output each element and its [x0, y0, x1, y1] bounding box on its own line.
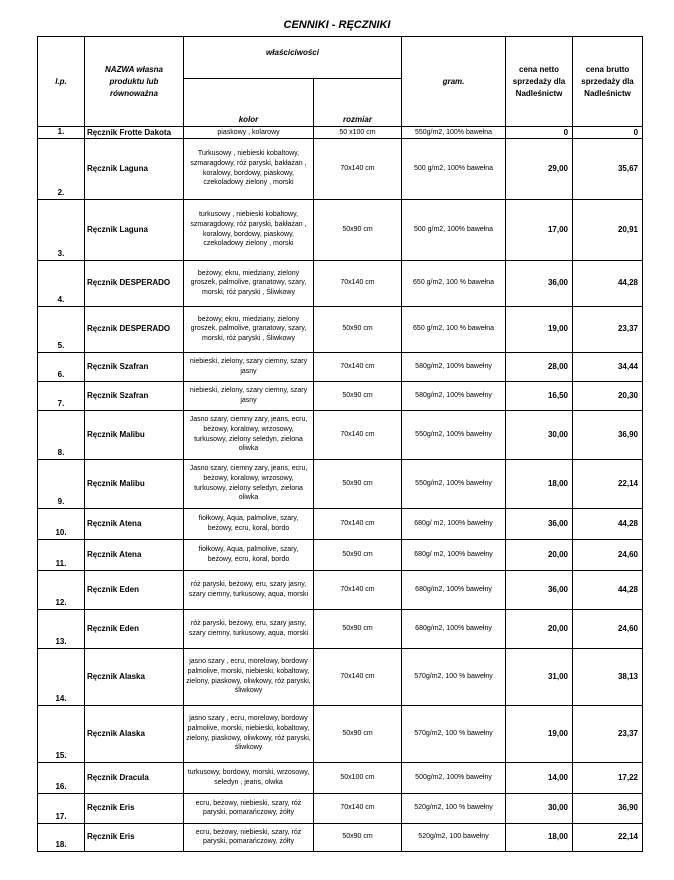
row-gross-price: 22,14 [573, 459, 643, 508]
row-net-price: 19,00 [506, 306, 573, 352]
row-color: niebieski, zielony, szary ciemny, szary jasny [184, 381, 314, 410]
row-gram: 680g/m2, 100% bawełny [402, 570, 506, 609]
row-lp: 13. [38, 609, 85, 648]
row-gross-price: 20,91 [573, 199, 643, 260]
row-color: fiołkowy, Aqua, palmolive, szary, beżowy, ecru, koral, bordo [184, 539, 314, 570]
row-lp: 1. [38, 127, 85, 139]
row-net-price: 20,00 [506, 539, 573, 570]
row-color: Jasno szary, ciemny zary, jeans, ecru, beżowy, koralowy, wrzosowy, turkusowy, zielony seledyn, zielona oliwka [184, 410, 314, 459]
row-size: 50x90 cm [314, 705, 402, 762]
row-gram: 500g/m2, 100% bawełny [402, 762, 506, 793]
row-name: Ręcznik Frotte Dakota [85, 127, 184, 139]
table-row [38, 705, 643, 762]
row-net-price: 16,50 [506, 381, 573, 410]
row-net-price: 18,00 [506, 459, 573, 508]
page-title: CENNIKI - RĘCZNIKI [283, 19, 391, 31]
row-gross-price: 20,30 [573, 381, 643, 410]
row-gross-price: 0 [573, 127, 643, 139]
table-row [38, 508, 643, 539]
row-size: 70x140 cm [314, 352, 402, 381]
row-size: 50x100 cm [314, 762, 402, 793]
row-size: 50x90 cm [314, 306, 402, 352]
row-gram: 650 g/m2, 100 % bawełna [402, 260, 506, 306]
row-name: Ręcznik Laguna [85, 199, 184, 260]
table-row [38, 648, 643, 705]
row-gram: 650 g/m2, 100 % bawełna [402, 306, 506, 352]
row-name: Ręcznik Eden [85, 570, 184, 609]
row-name: Ręcznik Szafran [85, 381, 184, 410]
table-body [38, 127, 643, 852]
row-gross-price: 17,22 [573, 762, 643, 793]
row-color: turkusowy, bordowy, morski, wrzosowy, seledyn , jeans, olwka [184, 762, 314, 793]
row-color: jasno szary , ecru, morelowy, bordowy palmolive, morski, niebieski, kobaltowy, zielony, piaskowy, oliwkowy, róż paryski, śliwkowy [184, 648, 314, 705]
row-gross-price: 23,37 [573, 306, 643, 352]
row-gram: 520g/m2, 100 % bawełny [402, 793, 506, 823]
table-row [38, 459, 643, 508]
row-name: Ręcznik Atena [85, 539, 184, 570]
row-name: Ręcznik DESPERADO [85, 260, 184, 306]
row-net-price: 36,00 [506, 570, 573, 609]
row-size: 50x90 cm [314, 609, 402, 648]
row-lp: 4. [38, 260, 85, 306]
row-gram: 550g/m2, 100% bawełna [402, 127, 506, 139]
table-row [38, 410, 643, 459]
header-lp: l.p. [38, 37, 85, 127]
row-size: 50x90 cm [314, 539, 402, 570]
row-net-price: 14,00 [506, 762, 573, 793]
row-color: Turkusowy , niebieski kobaltowy, szmaragdowy, róż paryski, bakłażan , koralowy, bordowy, piaskowy, czekoladowy zielony , morski [184, 138, 314, 199]
row-lp: 15. [38, 705, 85, 762]
row-color: Jasno szary, ciemny zary, jeans, ecru, beżowy, koralowy, wrzosowy, turkusowy, zielony seledyn, zielona oliwka [184, 459, 314, 508]
row-color: ecru, beżowy, niebieski, szary, róż paryski, pomarańczowy, żółty [184, 823, 314, 851]
row-net-price: 31,00 [506, 648, 573, 705]
row-size: 50x90 cm [314, 823, 402, 851]
row-lp: 18. [38, 823, 85, 851]
row-lp: 10. [38, 508, 85, 539]
row-name: Ręcznik Eris [85, 793, 184, 823]
row-color: róż paryski, beżowy, eru, szary jasny, szary ciemny, turkusowy, aqua, morski [184, 609, 314, 648]
row-gram: 680g/ m2, 100% bawełny [402, 508, 506, 539]
row-color: jasno szary , ecru, morelowy, bordowy palmolive, morski, niebieski, kobaltowy, zielony, piaskowy, oliwkowy, róż paryski, śliwkowy [184, 705, 314, 762]
row-net-price: 30,00 [506, 793, 573, 823]
row-size: 70x140 cm [314, 508, 402, 539]
table-row [38, 138, 643, 199]
row-gross-price: 44,28 [573, 260, 643, 306]
row-color: beżowy, ekru, miedziany, zielony groszek, palmolive, granatowy, szary, morski, róż paryski , Śliwkowy [184, 260, 314, 306]
table-row [38, 570, 643, 609]
row-name: Ręcznik Laguna [85, 138, 184, 199]
row-name: Ręcznik Eden [85, 609, 184, 648]
row-gram: 570g/m2, 100 % bawełny [402, 648, 506, 705]
row-size: 70x140 cm [314, 260, 402, 306]
row-net-price: 17,00 [506, 199, 573, 260]
row-size: 70x140 cm [314, 138, 402, 199]
row-net-price: 29,00 [506, 138, 573, 199]
row-color: niebieski, zielony, szary ciemny, szary jasny [184, 352, 314, 381]
row-gram: 550g/m2, 100% bawełny [402, 410, 506, 459]
row-lp: 3. [38, 199, 85, 260]
row-lp: 5. [38, 306, 85, 352]
header-color: kolor [184, 79, 314, 127]
row-color: piaskowy , kolarowy [184, 127, 314, 139]
table-row [38, 609, 643, 648]
row-name: Ręcznik Atena [85, 508, 184, 539]
header-size: rozmiar [314, 79, 402, 127]
table-row [38, 260, 643, 306]
table-row [38, 539, 643, 570]
table-row [38, 381, 643, 410]
row-lp: 9. [38, 459, 85, 508]
row-gross-price: 23,37 [573, 705, 643, 762]
row-size: 70x140 cm [314, 570, 402, 609]
row-size: 50x90 cm [314, 199, 402, 260]
row-net-price: 36,00 [506, 508, 573, 539]
header-gross-price: cena brutto sprzedaży dla Nadleśnictw [573, 37, 643, 127]
row-name: Ręcznik Malibu [85, 459, 184, 508]
row-name: Ręcznik Eris [85, 823, 184, 851]
row-gram: 570g/m2, 100 % bawełny [402, 705, 506, 762]
row-name: Ręcznik Alaska [85, 705, 184, 762]
price-table [37, 36, 643, 852]
row-gram: 520g/m2, 100 bawełny [402, 823, 506, 851]
row-net-price: 30,00 [506, 410, 573, 459]
row-color: róż paryski, beżowy, eru, szary jasny, szary ciemny, turkusowy, aqua, morski [184, 570, 314, 609]
row-gram: 580g/m2, 100% bawełny [402, 352, 506, 381]
row-gram: 580g/m2, 100% bawełny [402, 381, 506, 410]
row-net-price: 19,00 [506, 705, 573, 762]
row-name: Ręcznik DESPERADO [85, 306, 184, 352]
row-name: Ręcznik Szafran [85, 352, 184, 381]
row-gross-price: 38,13 [573, 648, 643, 705]
row-net-price: 0 [506, 127, 573, 139]
row-size: 50 x100 cm [314, 127, 402, 139]
row-gross-price: 24,60 [573, 609, 643, 648]
row-net-price: 36,00 [506, 260, 573, 306]
row-lp: 11. [38, 539, 85, 570]
row-color: turkusowy , niebieski kobaltowy, szmaragdowy, róż paryski, bakłażan , koralowy, bordowy, piaskowy, czekoladowy zielony , morski [184, 199, 314, 260]
table-row [38, 762, 643, 793]
header-gram: gram. [402, 37, 506, 127]
row-name: Ręcznik Dracula [85, 762, 184, 793]
row-gross-price: 35,67 [573, 138, 643, 199]
table-row [38, 352, 643, 381]
row-gross-price: 24,60 [573, 539, 643, 570]
row-lp: 14. [38, 648, 85, 705]
row-gross-price: 34,44 [573, 352, 643, 381]
row-gram: 500 g/m2, 100% bawełna [402, 199, 506, 260]
row-color: ecru, beżowy, niebieski, szary, róż paryski, pomarańczowy, żółty [184, 793, 314, 823]
row-gross-price: 44,28 [573, 508, 643, 539]
row-name: Ręcznik Malibu [85, 410, 184, 459]
row-size: 50x90 cm [314, 381, 402, 410]
row-lp: 6. [38, 352, 85, 381]
row-size: 70x140 cm [314, 648, 402, 705]
row-net-price: 18,00 [506, 823, 573, 851]
row-gram: 680g/ m2, 100% bawełny [402, 539, 506, 570]
row-gross-price: 22,14 [573, 823, 643, 851]
row-lp: 2. [38, 138, 85, 199]
row-gram: 550g/m2, 100% bawełny [402, 459, 506, 508]
row-lp: 12. [38, 570, 85, 609]
table-row [38, 127, 643, 139]
header-net-price: cena netto sprzedaży dla Nadleśnictw [506, 37, 573, 127]
header-properties: właściciwości [184, 37, 402, 79]
row-color: beżowy, ekru, miedziany, zielony groszek, palmolive, granatowy, szary, morski, róż paryski , Śliwkowy [184, 306, 314, 352]
table-row [38, 793, 643, 823]
table-row [38, 823, 643, 851]
table-row [38, 306, 643, 352]
row-name: Ręcznik Alaska [85, 648, 184, 705]
row-size: 70x140 cm [314, 793, 402, 823]
row-gross-price: 44,28 [573, 570, 643, 609]
row-gross-price: 36,90 [573, 410, 643, 459]
row-lp: 17. [38, 793, 85, 823]
row-net-price: 20,00 [506, 609, 573, 648]
row-lp: 8. [38, 410, 85, 459]
row-net-price: 28,00 [506, 352, 573, 381]
row-gram: 500 g/m2, 100% bawełna [402, 138, 506, 199]
row-lp: 16. [38, 762, 85, 793]
row-color: fiołkowy, Aqua, palmolive, szary, beżowy, ecru, koral, bordo [184, 508, 314, 539]
row-size: 70x140 cm [314, 410, 402, 459]
row-gram: 680g/m2, 100% bawełny [402, 609, 506, 648]
row-gross-price: 36,90 [573, 793, 643, 823]
row-size: 50x90 cm [314, 459, 402, 508]
row-lp: 7. [38, 381, 85, 410]
header-name: NAZWA własna produktu lub równoważna [85, 37, 184, 127]
table-row [38, 199, 643, 260]
